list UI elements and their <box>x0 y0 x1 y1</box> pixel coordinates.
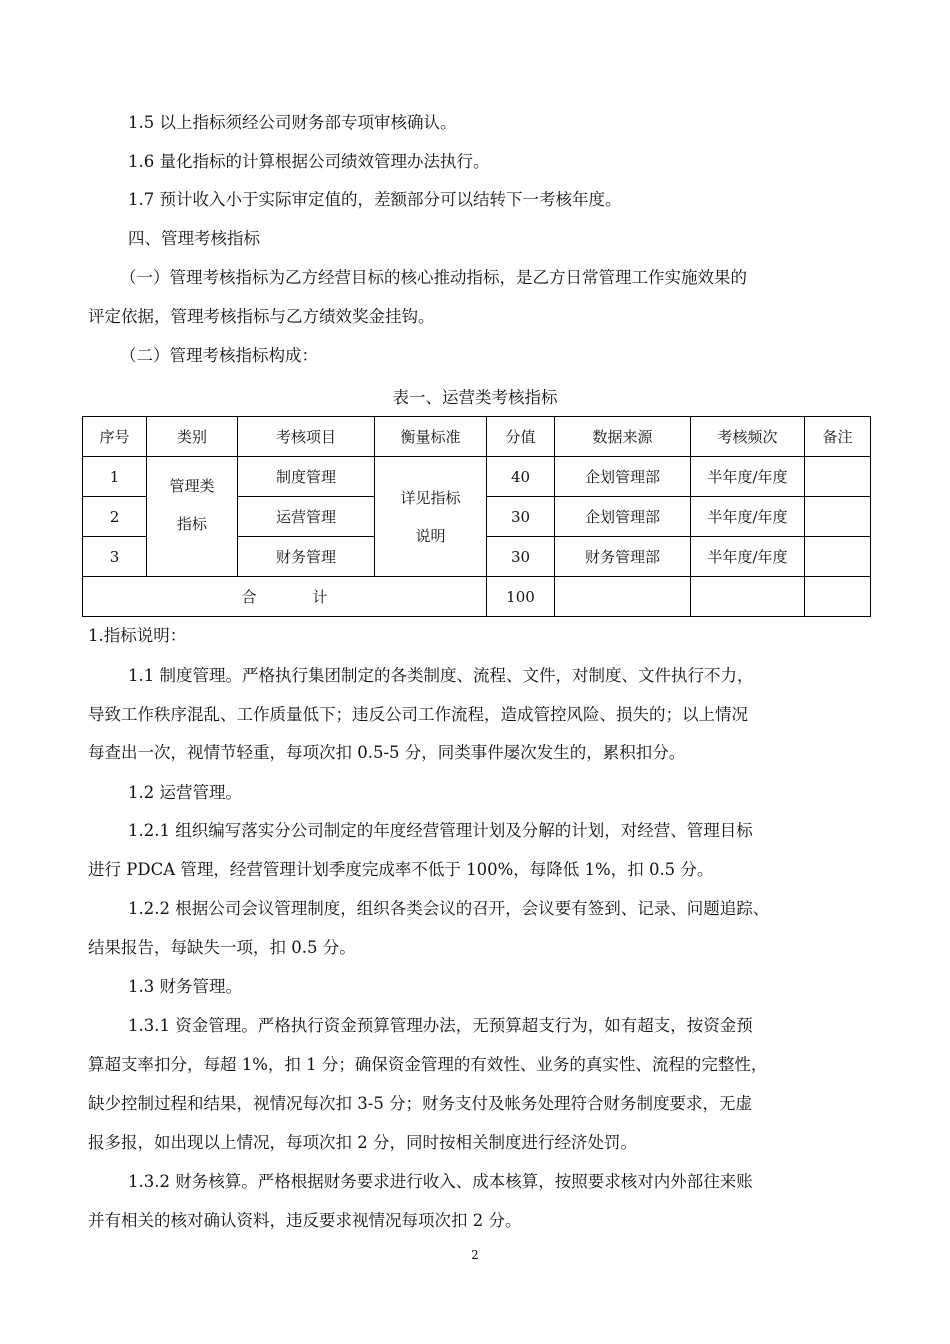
paragraph-sub-2: （二）管理考核指标构成： <box>120 346 318 365</box>
cell-score: 40 <box>487 457 555 497</box>
header-note: 备注 <box>805 417 871 457</box>
cell-frequency: 半年度/年度 <box>691 497 805 537</box>
explanation-1-3: 1.3 财务管理。 <box>128 977 242 996</box>
standard-line-1: 详见指标 <box>400 488 461 507</box>
cell-no: 3 <box>83 537 147 577</box>
cell-frequency: 半年度/年度 <box>691 537 805 577</box>
standard-line-2: 说明 <box>415 526 446 545</box>
cell-standard <box>375 457 487 577</box>
cell-source: 企划管理部 <box>555 497 691 537</box>
explanation-1-3-1-line2: 算超支率扣分，每超 1%，扣 1 分；确保资金管理的有效性、业务的真实性、流程的完整性， <box>88 1055 768 1074</box>
paragraph-1-5: 1.5 以上指标须经公司财务部专项审核确认。 <box>128 113 457 132</box>
explanation-1-2-1-line2: 进行 PDCA 管理，经营管理计划季度完成率不低于 100%，每降低 1%，扣 0.5 分。 <box>88 860 714 879</box>
header-category: 类别 <box>147 417 238 457</box>
explanation-1-2: 1.2 运营管理。 <box>128 783 242 802</box>
paragraph-1-6: 1.6 量化指标的计算根据公司绩效管理办法执行。 <box>128 152 490 171</box>
cell-note <box>805 537 871 577</box>
cell-category <box>147 457 238 577</box>
table-total-row <box>83 577 871 617</box>
cell-note <box>805 497 871 537</box>
explanation-1-3-1-line1: 1.3.1 资金管理。严格执行资金预算管理办法，无预算超支行为，如有超支，按资金预 <box>128 1016 753 1035</box>
explanation-1-3-2-line2: 并有相关的核对确认资料，违反要求视情况每项次扣 2 分。 <box>88 1211 522 1230</box>
cell-item: 财务管理 <box>238 537 375 577</box>
explanation-1-3-1-line4: 报多报，如出现以上情况，每项次扣 2 分，同时按相关制度进行经济处罚。 <box>88 1133 637 1152</box>
explanation-1-3-1-line3: 缺少控制过程和结果，视情况每次扣 3-5 分；财务支付及帐务处理符合财务制度要求，无虚 <box>88 1094 753 1113</box>
cell-score: 30 <box>487 537 555 577</box>
explanation-1-3-2-line1: 1.3.2 财务核算。严格根据财务要求进行收入、成本核算，按照要求核对内外部往来账 <box>128 1172 753 1191</box>
category-line-1: 管理类 <box>169 477 215 495</box>
cell-note <box>805 457 871 497</box>
cell-total-empty <box>805 577 871 617</box>
cell-total-empty <box>691 577 805 617</box>
section-heading-4: 四、管理考核指标 <box>128 229 260 248</box>
explanation-1-2-1-line1: 1.2.1 组织编写落实分公司制定的年度经营管理计划及分解的计划，对经营、管理目标 <box>128 821 753 840</box>
total-label-1: 合 <box>241 588 257 606</box>
page-number: 2 <box>471 1248 479 1262</box>
header-item: 考核项目 <box>238 417 375 457</box>
cell-frequency: 半年度/年度 <box>691 457 805 497</box>
table-caption: 表一、运营类考核指标 <box>392 388 558 407</box>
cell-item: 制度管理 <box>238 457 375 497</box>
table-row <box>83 457 871 497</box>
cell-no: 1 <box>83 457 147 497</box>
table-header-row <box>83 417 871 457</box>
cell-source: 财务管理部 <box>555 537 691 577</box>
header-no: 序号 <box>83 417 147 457</box>
cell-item: 运营管理 <box>238 497 375 537</box>
cell-score: 30 <box>487 497 555 537</box>
paragraph-sub-1-line1: （一）管理考核指标为乙方经营目标的核心推动指标，是乙方日常管理工作实施效果的 <box>120 268 747 287</box>
header-frequency: 考核频次 <box>691 417 805 457</box>
explanation-title: 1.指标说明： <box>88 626 187 645</box>
cell-total-label <box>83 577 487 617</box>
assessment-table <box>82 416 871 617</box>
category-line-2: 指标 <box>176 515 207 533</box>
cell-no: 2 <box>83 497 147 537</box>
header-score: 分值 <box>487 417 555 457</box>
cell-total-score: 100 <box>487 577 555 617</box>
explanation-1-2-2-line1: 1.2.2 根据公司会议管理制度，组织各类会议的召开，会议要有签到、记录、问题追踪、 <box>128 899 770 918</box>
paragraph-1-7: 1.7 预计收入小于实际审定值的，差额部分可以结转下一考核年度。 <box>128 190 622 209</box>
explanation-1-2-2-line2: 结果报告，每缺失一项，扣 0.5 分。 <box>88 938 356 957</box>
paragraph-sub-1-line2: 评定依据，管理考核指标与乙方绩效奖金挂钩。 <box>88 307 435 326</box>
explanation-1-1-line2: 导致工作秩序混乱、工作质量低下；违反公司工作流程，造成管控风险、损失的；以上情况 <box>88 705 748 724</box>
cell-source: 企划管理部 <box>555 457 691 497</box>
explanation-1-1-line3: 每查出一次，视情节轻重，每项次扣 0.5-5 分，同类事件屡次发生的，累积扣分。 <box>88 743 686 762</box>
cell-total-empty <box>555 577 691 617</box>
header-source: 数据来源 <box>555 417 691 457</box>
header-standard: 衡量标准 <box>375 417 487 457</box>
explanation-1-1-line1: 1.1 制度管理。严格执行集团制定的各类制度、流程、文件，对制度、文件执行不力， <box>128 666 754 685</box>
total-label-2: 计 <box>312 588 328 606</box>
